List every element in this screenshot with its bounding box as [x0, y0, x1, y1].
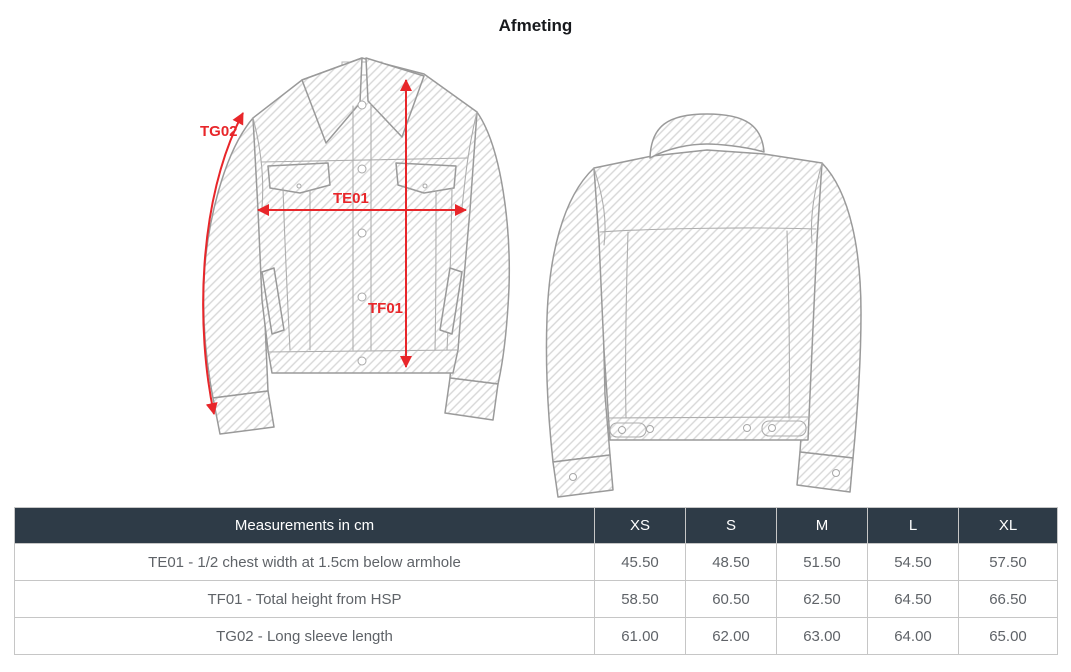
table-row: [15, 618, 1058, 655]
chest-width-label: TE01: [333, 190, 369, 207]
measurement-value: 57.50: [959, 544, 1058, 581]
jacket-front-drawing: [204, 58, 510, 434]
table-row: [15, 544, 1058, 581]
size-header-l: L: [868, 508, 959, 544]
size-chart-table: [14, 507, 1058, 655]
back-waist-button: [647, 426, 654, 433]
jacket-back-drawing: [546, 114, 861, 497]
front-left-cuff: [213, 391, 274, 434]
total-height-label: TF01: [368, 300, 404, 317]
measurement-value: 65.00: [959, 618, 1058, 655]
measurements-header: Measurements in cm: [15, 508, 595, 544]
front-button: [358, 357, 366, 365]
page-title: Afmeting: [498, 16, 573, 35]
size-header-xs: XS: [595, 508, 686, 544]
back-waist-button: [619, 427, 626, 434]
pocket-flap-button: [297, 184, 301, 188]
table-row: [15, 581, 1058, 618]
front-button: [358, 101, 366, 109]
front-right-cuff: [445, 378, 498, 420]
size-header-m: M: [777, 508, 868, 544]
size-header-s: S: [686, 508, 777, 544]
measurement-value: 58.50: [595, 581, 686, 618]
measurement-value: 66.50: [959, 581, 1058, 618]
back-left-cuff: [553, 455, 613, 497]
measurement-label: TF01 - Total height from HSP: [15, 581, 595, 618]
back-torso: [594, 150, 822, 440]
measurement-value: 60.50: [686, 581, 777, 618]
front-button: [358, 165, 366, 173]
measurement-value: 62.00: [686, 618, 777, 655]
measurement-label: TG02 - Long sleeve length: [15, 618, 595, 655]
front-button: [358, 293, 366, 301]
front-button: [358, 229, 366, 237]
measurement-value: 64.00: [868, 618, 959, 655]
size-header-xl: XL: [959, 508, 1058, 544]
back-right-cuff: [797, 452, 853, 492]
back-waist-button: [744, 425, 751, 432]
back-cuff-button: [833, 470, 840, 477]
back-cuff-button: [570, 474, 577, 481]
pocket-flap-button: [423, 184, 427, 188]
measurement-value: 61.00: [595, 618, 686, 655]
measurement-value: 54.50: [868, 544, 959, 581]
measurement-value: 48.50: [686, 544, 777, 581]
table-header-row: [15, 508, 1058, 544]
sleeve-length-label: TG02: [200, 123, 238, 140]
measurement-value: 64.50: [868, 581, 959, 618]
measurement-value: 45.50: [595, 544, 686, 581]
back-waist-button: [769, 425, 776, 432]
measurement-value: 51.50: [777, 544, 868, 581]
measurement-value: 63.00: [777, 618, 868, 655]
measurement-label: TE01 - 1/2 chest width at 1.5cm below armhole: [15, 544, 595, 581]
measurement-value: 62.50: [777, 581, 868, 618]
